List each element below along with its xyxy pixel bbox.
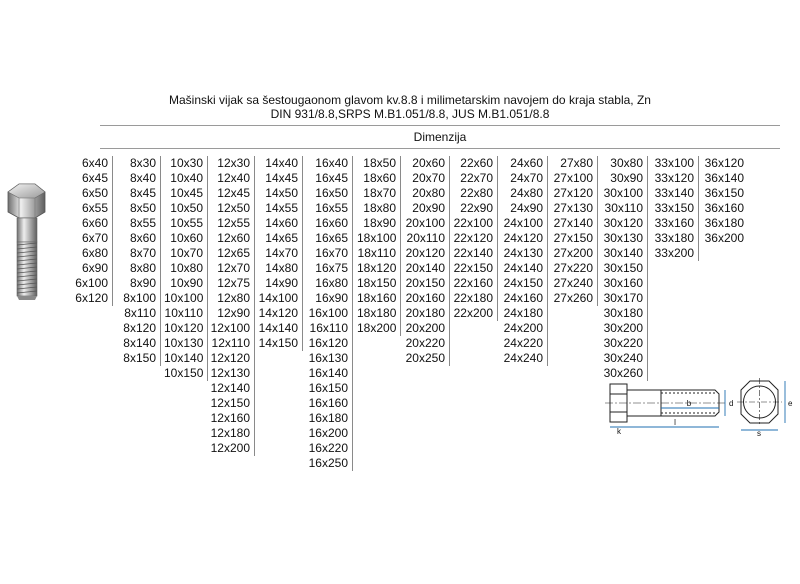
size-cell: 12x80 (217, 291, 250, 305)
size-cell: 33x180 (654, 231, 694, 245)
size-cell: 14x120 (258, 306, 298, 320)
size-cell: 36x200 (704, 231, 744, 245)
size-column (453, 156, 498, 321)
size-cell: 24x80 (510, 186, 543, 200)
size-cell: 12x180 (210, 426, 250, 440)
bolt-drawing-icon (605, 376, 795, 436)
size-cell: 18x90 (363, 216, 396, 230)
size-cell: 33x120 (654, 171, 694, 185)
size-cell: 20x70 (412, 171, 445, 185)
size-cell: 24x220 (503, 336, 543, 350)
size-cell: 12x70 (217, 261, 250, 275)
label-d: d (729, 399, 734, 408)
size-cell: 24x90 (510, 201, 543, 215)
size-cell: 22x90 (460, 201, 493, 215)
size-cell: 30x240 (603, 351, 643, 365)
size-cell: 8x60 (129, 231, 156, 245)
size-cell: 6x60 (81, 216, 108, 230)
size-cell: 12x65 (217, 246, 250, 260)
size-cell: 12x100 (210, 321, 250, 335)
size-cell: 24x160 (503, 291, 543, 305)
size-cell: 36x140 (704, 171, 744, 185)
size-cell: 18x80 (363, 201, 396, 215)
size-cell: 36x150 (704, 186, 744, 200)
size-cell: 14x40 (265, 156, 298, 170)
size-cell: 8x50 (129, 201, 156, 215)
size-cell: 27x120 (553, 186, 593, 200)
size-cell: 24x200 (503, 321, 543, 335)
size-cell: 30x140 (603, 246, 643, 260)
size-cell: 22x140 (453, 246, 493, 260)
size-cell: 27x240 (553, 276, 593, 290)
size-cell: 22x120 (453, 231, 493, 245)
size-cell: 36x120 (704, 156, 744, 170)
size-cell: 8x30 (129, 156, 156, 170)
size-cell: 8x150 (123, 351, 156, 365)
size-cell: 14x100 (258, 291, 298, 305)
size-cell: 16x75 (315, 261, 348, 275)
size-cell: 18x50 (363, 156, 396, 170)
size-cell: 20x220 (405, 336, 445, 350)
size-cell: 24x70 (510, 171, 543, 185)
size-cell: 8x55 (129, 216, 156, 230)
size-cell: 8x140 (123, 336, 156, 350)
size-cell: 12x75 (217, 276, 250, 290)
size-cell: 22x160 (453, 276, 493, 290)
size-cell: 8x120 (123, 321, 156, 335)
size-cell: 14x45 (265, 171, 298, 185)
size-column (501, 156, 548, 366)
size-cell: 6x55 (81, 201, 108, 215)
size-cell: 6x50 (81, 186, 108, 200)
size-cell: 14x150 (258, 336, 298, 350)
size-cell: 30x180 (603, 306, 643, 320)
size-cell: 16x130 (308, 351, 348, 365)
size-cell: 10x100 (164, 291, 204, 305)
size-cell: 30x220 (603, 336, 643, 350)
size-column (602, 156, 648, 381)
size-cell: 33x100 (654, 156, 694, 170)
size-cell: 20x140 (405, 261, 445, 275)
bolt-photo-icon (5, 178, 47, 302)
size-cell: 16x150 (308, 381, 348, 395)
size-cell: 8x80 (129, 261, 156, 275)
size-cell: 30x170 (603, 291, 643, 305)
size-cell: 14x55 (265, 201, 298, 215)
size-cell: 20x120 (405, 246, 445, 260)
size-cell: 8x90 (129, 276, 156, 290)
size-cell: 18x180 (357, 306, 397, 320)
size-cell: 10x45 (170, 186, 203, 200)
size-cell: 22x180 (453, 291, 493, 305)
size-cell: 10x30 (170, 156, 203, 170)
size-cell: 20x150 (405, 276, 445, 290)
label-s: s (757, 429, 761, 436)
size-cell: 6x80 (81, 246, 108, 260)
label-k: k (617, 427, 621, 436)
size-column (552, 156, 598, 306)
size-cell: 12x150 (210, 396, 250, 410)
label-l: l (674, 418, 676, 427)
size-cell: 30x110 (604, 201, 643, 215)
size-cell: 16x70 (315, 246, 348, 260)
size-cell: 30x100 (603, 186, 643, 200)
size-cell: 30x260 (603, 366, 643, 380)
size-cell: 33x160 (654, 216, 694, 230)
size-cell: 36x180 (704, 216, 744, 230)
size-cell: 16x160 (308, 396, 348, 410)
size-cell: 16x120 (308, 336, 348, 350)
size-cell: 12x90 (217, 306, 250, 320)
size-cell: 8x110 (124, 306, 156, 320)
size-cell: 16x220 (308, 441, 348, 455)
size-cell: 22x60 (460, 156, 493, 170)
size-cell: 20x250 (405, 351, 445, 365)
size-cell: 10x40 (170, 171, 203, 185)
size-cell: 12x120 (210, 351, 250, 365)
size-cell: 30x150 (603, 261, 643, 275)
size-cell: 6x70 (81, 231, 108, 245)
size-cell: 10x120 (164, 321, 204, 335)
size-cell: 6x100 (75, 276, 108, 290)
size-cell: 12x130 (210, 366, 250, 380)
size-cell: 10x150 (164, 366, 204, 380)
page-title (100, 93, 720, 121)
size-cell: 14x60 (265, 216, 298, 230)
dimension-heading: Dimenzija (413, 130, 467, 144)
size-cell: 6x120 (75, 291, 108, 305)
header-divider (100, 125, 780, 126)
size-cell: 14x50 (265, 186, 298, 200)
size-cell: 24x100 (503, 216, 543, 230)
size-cell: 16x55 (315, 201, 348, 215)
size-cell: 14x70 (265, 246, 298, 260)
size-cell: 10x50 (170, 201, 203, 215)
size-cell: 14x90 (265, 276, 298, 290)
size-cell: 18x110 (357, 246, 396, 260)
size-cell: 30x90 (610, 171, 643, 185)
size-cell: 20x90 (412, 201, 445, 215)
size-cell: 12x40 (217, 171, 250, 185)
size-cell: 30x130 (603, 231, 643, 245)
size-cell: 27x200 (553, 246, 593, 260)
size-cell: 16x250 (308, 456, 348, 470)
size-cell: 12x110 (211, 336, 250, 350)
size-cell: 8x100 (123, 291, 156, 305)
size-cell: 12x140 (210, 381, 250, 395)
size-cell: 18x200 (357, 321, 397, 335)
size-cell: 18x70 (363, 186, 396, 200)
size-cell: 30x200 (603, 321, 643, 335)
size-cell: 16x100 (308, 306, 348, 320)
size-cell: 12x60 (217, 231, 250, 245)
size-cell: 20x100 (405, 216, 445, 230)
size-cell: 27x130 (553, 201, 593, 215)
size-cell: 12x50 (217, 201, 250, 215)
size-cell: 12x55 (217, 216, 250, 230)
size-cell: 27x220 (553, 261, 593, 275)
size-cell: 22x150 (453, 261, 493, 275)
size-cell: 16x40 (315, 156, 348, 170)
size-cell: 14x80 (265, 261, 298, 275)
size-cell: 36x160 (704, 201, 744, 215)
size-cell: 10x90 (170, 276, 203, 290)
size-cell: 20x110 (406, 231, 445, 245)
size-cell: 16x60 (315, 216, 348, 230)
size-cell: 30x120 (603, 216, 643, 230)
size-cell: 22x100 (453, 216, 493, 230)
size-cell: 27x260 (553, 291, 593, 305)
size-cell: 18x150 (357, 276, 397, 290)
size-cell: 10x130 (164, 336, 204, 350)
size-cell: 6x45 (81, 171, 108, 185)
size-cell: 16x180 (308, 411, 348, 425)
size-cell: 10x110 (164, 306, 203, 320)
size-column (652, 156, 699, 261)
size-cell: 27x150 (553, 231, 593, 245)
size-cell: 12x30 (217, 156, 250, 170)
title-line-2: DIN 931/8.8,SRPS M.B1.051/8.8, JUS M.B1.051/8.8 (270, 107, 550, 121)
size-cell: 22x80 (460, 186, 493, 200)
size-cell: 24x180 (503, 306, 543, 320)
size-cell: 6x90 (81, 261, 108, 275)
size-cell: 14x140 (258, 321, 298, 335)
size-cell: 24x60 (510, 156, 543, 170)
size-cell: 10x60 (170, 231, 203, 245)
size-cell: 20x80 (412, 186, 445, 200)
size-cell: 8x40 (129, 171, 156, 185)
size-cell: 10x80 (170, 261, 203, 275)
size-cell: 33x150 (654, 201, 694, 215)
size-cell: 20x200 (405, 321, 445, 335)
size-cell: 30x160 (603, 276, 643, 290)
size-column (257, 156, 303, 351)
size-column (68, 156, 113, 306)
size-cell: 20x60 (412, 156, 445, 170)
size-cell: 10x55 (170, 216, 203, 230)
size-cell: 22x70 (460, 171, 493, 185)
size-cell: 18x120 (357, 261, 397, 275)
size-cell: 24x150 (503, 276, 543, 290)
label-e: e (788, 399, 793, 408)
size-cell: 33x140 (654, 186, 694, 200)
size-cell: 27x80 (560, 156, 593, 170)
size-column (305, 156, 353, 471)
size-column (405, 156, 450, 366)
size-cell: 18x60 (363, 171, 396, 185)
size-cell: 12x45 (217, 186, 250, 200)
size-cell: 24x120 (503, 231, 543, 245)
label-b: b (686, 399, 692, 408)
size-column (210, 156, 255, 456)
size-cell: 16x200 (308, 426, 348, 440)
size-cell: 16x50 (315, 186, 348, 200)
title-line-1: Mašinski vijak sa šestougaonom glavom kv.8.8 i milimetarskim navojem do kraja stabla, Zn (169, 93, 651, 107)
size-cell: 33x200 (654, 246, 694, 260)
size-cell: 16x45 (315, 171, 348, 185)
table-top-rule (100, 148, 780, 149)
size-cell: 24x240 (503, 351, 543, 365)
size-cell: 20x160 (405, 291, 445, 305)
size-cell: 20x180 (405, 306, 445, 320)
size-cell: 27x100 (553, 171, 593, 185)
size-cell: 10x70 (170, 246, 203, 260)
size-column (700, 156, 748, 246)
size-cell: 6x40 (81, 156, 108, 170)
size-cell: 12x200 (210, 441, 250, 455)
size-cell: 18x100 (357, 231, 397, 245)
size-cell: 8x70 (129, 246, 156, 260)
size-cell: 16x110 (309, 321, 348, 335)
size-cell: 14x65 (265, 231, 298, 245)
size-cell: 12x160 (210, 411, 250, 425)
size-cell: 16x140 (308, 366, 348, 380)
size-cell: 27x140 (553, 216, 593, 230)
size-cell: 10x140 (164, 351, 204, 365)
size-cell: 18x160 (357, 291, 397, 305)
size-column (164, 156, 208, 381)
size-cell: 8x45 (129, 186, 156, 200)
size-cell: 16x80 (315, 276, 348, 290)
size-column (117, 156, 161, 366)
size-column (357, 156, 401, 336)
size-cell: 16x90 (315, 291, 348, 305)
size-cell: 16x65 (315, 231, 348, 245)
size-cell: 30x80 (610, 156, 643, 170)
size-cell: 24x130 (503, 246, 543, 260)
size-cell: 24x140 (503, 261, 543, 275)
size-cell: 22x200 (453, 306, 493, 320)
